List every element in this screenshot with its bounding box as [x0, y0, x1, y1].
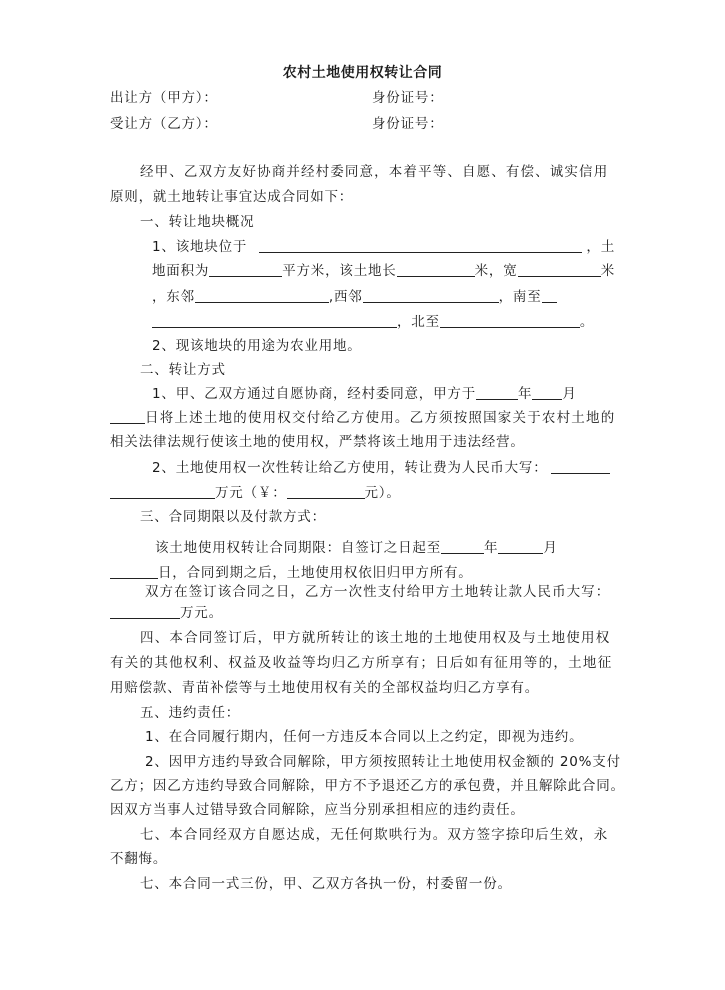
breach-item-2-line-3: 因双方当事人过错导致合同解除，应当分别承担相应的违约责任。 [110, 802, 525, 818]
fee-line-1 [152, 458, 610, 478]
transferor-id-label: 身份证号： [372, 90, 444, 106]
transferee-label: 受让方（乙方）： [110, 116, 218, 132]
payment-line-1: 双方在签订该合同之日，乙方一次性支付给甲方土地转让款人民币大写： [145, 584, 610, 600]
handover-year-label: 年 [518, 386, 533, 402]
fee-uppercase-blank-start [551, 458, 611, 474]
payment-amount-blank [110, 603, 180, 619]
breach-item-2-line-1: 2、因甲方违约导致合同解除，甲方须按照转让土地使用权金额的 20%支付 [145, 754, 621, 770]
handover-line-1 [152, 384, 577, 404]
handover-line-2 [110, 408, 615, 428]
fee-uppercase-blank-end [110, 483, 215, 499]
handover-text: 日将上述土地的使用权交付给乙方使用。乙方须按照国家关于农村土地的 [145, 410, 615, 426]
term-month-label: 月 [543, 540, 558, 556]
fee-prefix: 2、土地使用权一次性转让给乙方使用，转让费为人民币大写： [152, 460, 548, 476]
term-year-blank [441, 538, 484, 554]
document-title: 农村土地使用权转让合同 [282, 65, 443, 81]
north-blank [440, 312, 580, 328]
section3-heading: 三、合同期限以及付款方式： [140, 509, 326, 525]
boundary-line-1 [152, 287, 557, 307]
section1-heading: 一、转让地块概况 [140, 214, 255, 230]
south-blank-end [152, 312, 397, 328]
handover-day-blank [110, 408, 145, 424]
location-prefix: 1、该地块位于 [152, 239, 248, 255]
width-unit: 米 [600, 263, 615, 279]
section7a-line-2: 不翻悔。 [110, 851, 168, 867]
payment-line-2 [110, 603, 223, 623]
south-blank-start [542, 287, 557, 303]
land-use-item: 2、现该地块的用途为农业用地。 [152, 338, 362, 354]
location-blank [259, 237, 582, 253]
area-line [152, 261, 615, 281]
handover-month-label: 月 [562, 386, 577, 402]
section5-heading: 五、违约责任： [140, 705, 241, 721]
fee-amount-blank [287, 483, 365, 499]
breach-item-1: 1、在合同履行期内，任何一方违反本合同以上之约定，即视为违约。 [145, 729, 584, 745]
handover-month-blank [532, 384, 562, 400]
term-prefix: 该土地使用权转让合同期限：自签订之日起至 [155, 540, 441, 556]
section4-line-2: 有关的其他权利、权益及收益等均归乙方所享有；日后如有征用等的，土地征 [110, 655, 612, 671]
section2-heading: 二、转让方式 [140, 362, 226, 378]
area-unit: 平方米，该土地长 [282, 263, 397, 279]
width-blank [518, 261, 601, 277]
intro-line-1: 经甲、乙双方友好协商并经村委同意，本着平等、自愿、有偿、诚实信用 [140, 164, 608, 180]
fee-wan-label: 万元（￥： [215, 485, 287, 501]
boundary-line-2 [152, 312, 594, 332]
term-text: 日，合同到期之后，土地使用权依旧归甲方所有。 [158, 565, 473, 581]
payment-suffix: 万元。 [180, 605, 223, 621]
term-day-blank [110, 563, 158, 579]
transferor-label: 出让方（甲方）： [110, 90, 218, 106]
length-unit: 米，宽 [474, 263, 518, 279]
handover-prefix: 1、甲、乙双方通过自愿协商，经村委同意，甲方于 [152, 386, 476, 402]
term-year-label: 年 [484, 540, 499, 556]
handover-line-3: 相关法律法规行使该土地的使用权，严禁将该土地用于违法经营。 [110, 434, 525, 450]
section4-line-1: 四、本合同签订后，甲方就所转让的该土地的土地使用权及与土地使用权 [140, 630, 610, 646]
section7b-line: 七、本合同一式三份，甲、乙双方各执一份，村委留一份。 [140, 876, 512, 892]
north-label: ，北至 [397, 314, 440, 330]
fee-line-2 [110, 483, 401, 503]
intro-line-2: 原则，就土地转让事宜达成合同如下： [110, 189, 354, 205]
section7a-line-1: 七、本合同经双方自愿达成，无任何欺哄行为。双方签字捺印后生效，永 [140, 827, 608, 843]
fee-yuan-label: 元）。 [364, 485, 401, 501]
section4-line-3: 用赔偿款、青苗补偿等与土地使用权有关的全部权益均归乙方享有。 [110, 680, 539, 696]
term-month-blank [498, 538, 543, 554]
transferee-id-label: 身份证号： [372, 116, 444, 132]
length-blank [397, 261, 475, 277]
term-line-2 [110, 563, 473, 583]
area-prefix: 地面积为 [152, 263, 210, 279]
west-label: ,西邻 [328, 289, 363, 305]
handover-year-blank [476, 384, 518, 400]
south-label: ，南至 [498, 289, 542, 305]
east-blank [195, 287, 329, 303]
breach-item-2-line-2: 乙方；因乙方违约导致合同解除，甲方不予退还乙方的承包费，并且解除此合同。 [110, 778, 625, 794]
term-line-1 [155, 538, 558, 558]
location-suffix: ，土 [586, 239, 615, 255]
area-blank [209, 261, 282, 277]
east-label: ，东邻 [152, 289, 195, 305]
boundary-end: 。 [579, 314, 595, 330]
west-blank [363, 287, 499, 303]
location-line [152, 237, 615, 257]
